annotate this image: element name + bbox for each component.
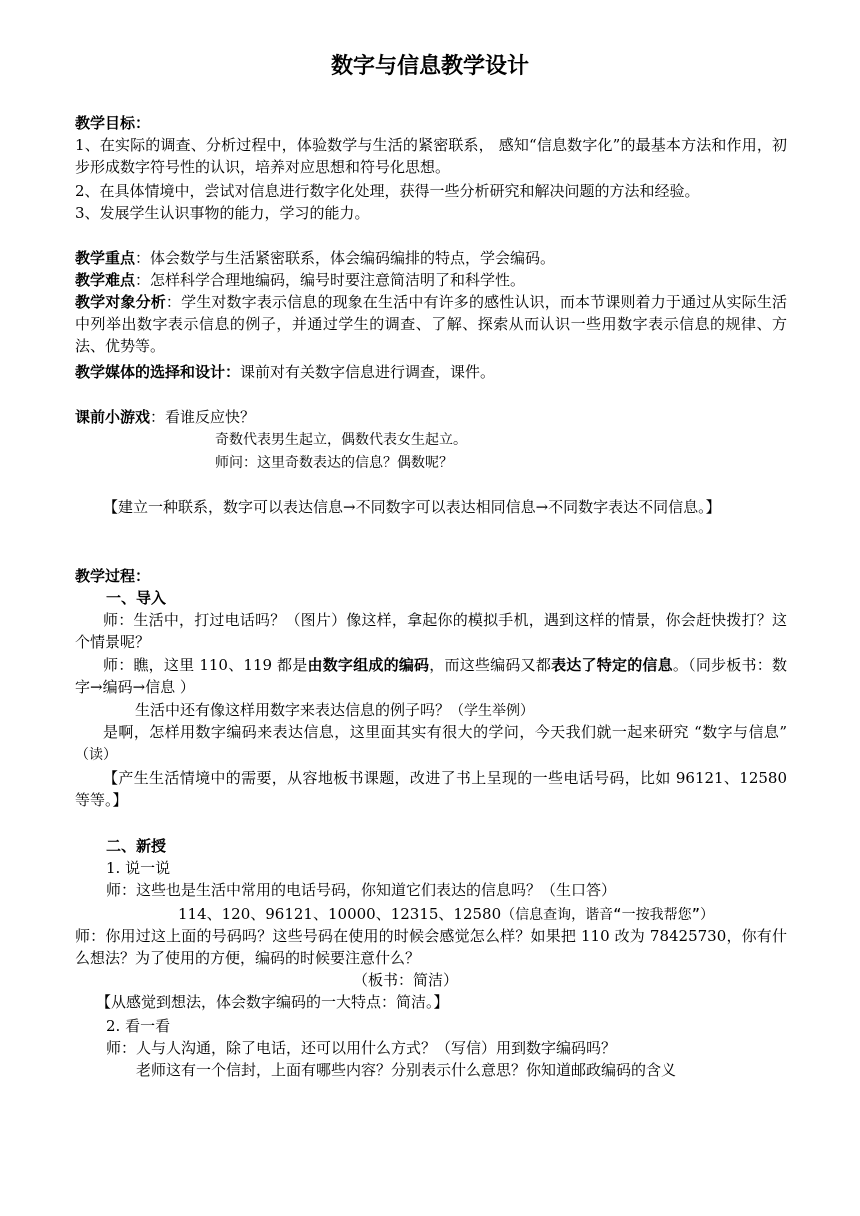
pregame-line-1: 奇数代表男生起立，偶数代表女生起立。 [215,432,467,448]
section-1-heading: 一、导入 [106,589,167,607]
intro-p2-bold-1: 由数字组成的编码 [307,656,430,674]
objectives-heading: 教学目标： [75,114,151,132]
phone-numbers-note: （信息查询，谐音“一按我帮您”） [501,907,714,923]
objective-item-1: 1、在实际的调查、分析过程中，体验数学与生活的紧密联系， 感知“信息数字化”的最基本方法和作用，初步形成数字符号性的认识，培养对应思想和符号化思想。 [75,136,787,176]
subsection-2-para-2: 老师这有一个信封，上面有哪些内容？分别表示什么意思？你知道邮政编码的含义 [136,1061,677,1079]
intro-paragraph-4 [75,721,787,766]
intro-p2-part-e: 。（同步板书：数字→编码→信息 ） [75,656,787,696]
pregame-line-2: 师问：这里奇数表达的信息？偶数呢？ [215,455,453,471]
note-intro: 【产生生活情境中的需要，从容地板书课题，改进了书上呈现的一些电话号码，比如 96121、12580 等等。】 [75,769,787,809]
pregame [75,406,787,428]
subsection-1-title: 1. 说一说 [106,859,171,877]
intro-p3-note: （学生举例） [450,703,535,719]
audience-label: 教学对象分析 [75,293,166,311]
board-note-concise: （板书：简洁） [353,971,459,989]
pregame-label: 课前小游戏 [75,408,151,426]
objective-item-2: 2、在具体情境中，尝试对信息进行数字化处理，获得一些分析研究和解决问题的方法和经验。 [75,182,700,200]
intro-paragraph-3 [135,699,775,722]
pregame-text: ：看谁反应快？ [150,408,256,426]
subsection-2-title: 2. 看一看 [106,1017,171,1035]
key-points-label: 教学重点 [75,249,136,267]
audience-text: ：学生对数字表示信息的现象在生活中有许多的感性认识，而本节课则着力于通过从实际生活中列举出数字表示信息的例子，并通过学生的调查、了解、探索从而认识一些用数字表示信息的规律、方法、优势等。 [75,293,787,355]
media-text: 课前对有关数字信息进行调查，课件。 [240,363,496,381]
intro-p2-part-c: ，而这些编码又都 [429,656,552,674]
intro-paragraph-2 [75,654,787,698]
media-design [75,361,787,383]
objective-item-3: 3、发展学生认识事物的能力，学习的能力。 [75,204,370,222]
key-points-text: ：体会数学与生活紧密联系，体会编码编排的特点，学会编码。 [135,249,556,267]
subsection-2-para-1: 师：人与人沟通，除了电话，还可以用什么方式？（写信）用到数字编码吗？ [106,1039,617,1057]
intro-p2-bold-2: 表达了特定的信息 [551,656,673,674]
media-label: 教学媒体的选择和设计： [75,363,241,381]
process-heading: 教学过程： [75,567,151,585]
intro-p4-note: （读） [75,747,117,763]
key-points [75,247,787,269]
section-2-heading: 二、新授 [106,837,167,855]
subsection-1-para-2-text: 师：你用过这上面的号码吗？这些号码在使用的时候会感觉怎么样？如果把 110 改为 78425730，你有什么想法？为了使用的方便，编码的时候要注意什么？ [75,927,787,967]
difficulties-label: 教学难点 [75,271,136,289]
page-title: 数字与信息教学设计 [330,54,529,79]
intro-p3-text: 生活中还有像这样用数字来表达信息的例子吗？ [135,701,451,719]
difficulties [75,269,787,291]
phone-numbers-line [178,903,788,926]
subsection-1-para-1: 师：这些也是生活中常用的电话号码，你知道它们表达的信息吗？（生口答） [106,881,617,899]
phone-numbers: 114、120、96121、10000、12315、12580 [178,905,502,923]
intro-p2-part-a: 师：瞧，这里 110、119 都是 [103,656,308,674]
note-connection: 【建立一种联系，数字可以表达信息→不同数字可以表达相同信息→不同数字表达不同信息。】 [103,498,721,516]
difficulties-text: ：怎样科学合理地编码，编号时要注意简洁明了和科学性。 [135,271,526,289]
intro-paragraph-1: 师：生活中，打过电话吗？（图片）像这样，拿起你的模拟手机，遇到这样的情景，你会赶快拨打？这个情景呢？ [75,611,787,651]
note-concise: 【从感觉到想法，体会数字编码的一大特点：简洁。】 [96,993,449,1011]
intro-p4-text: 是啊，怎样用数字编码来表达信息，这里面其实有很大的学问，今天我们就一起来研究 “数字与信息” [103,723,787,741]
audience-analysis [75,291,787,357]
subsection-1-para-2 [75,925,787,969]
